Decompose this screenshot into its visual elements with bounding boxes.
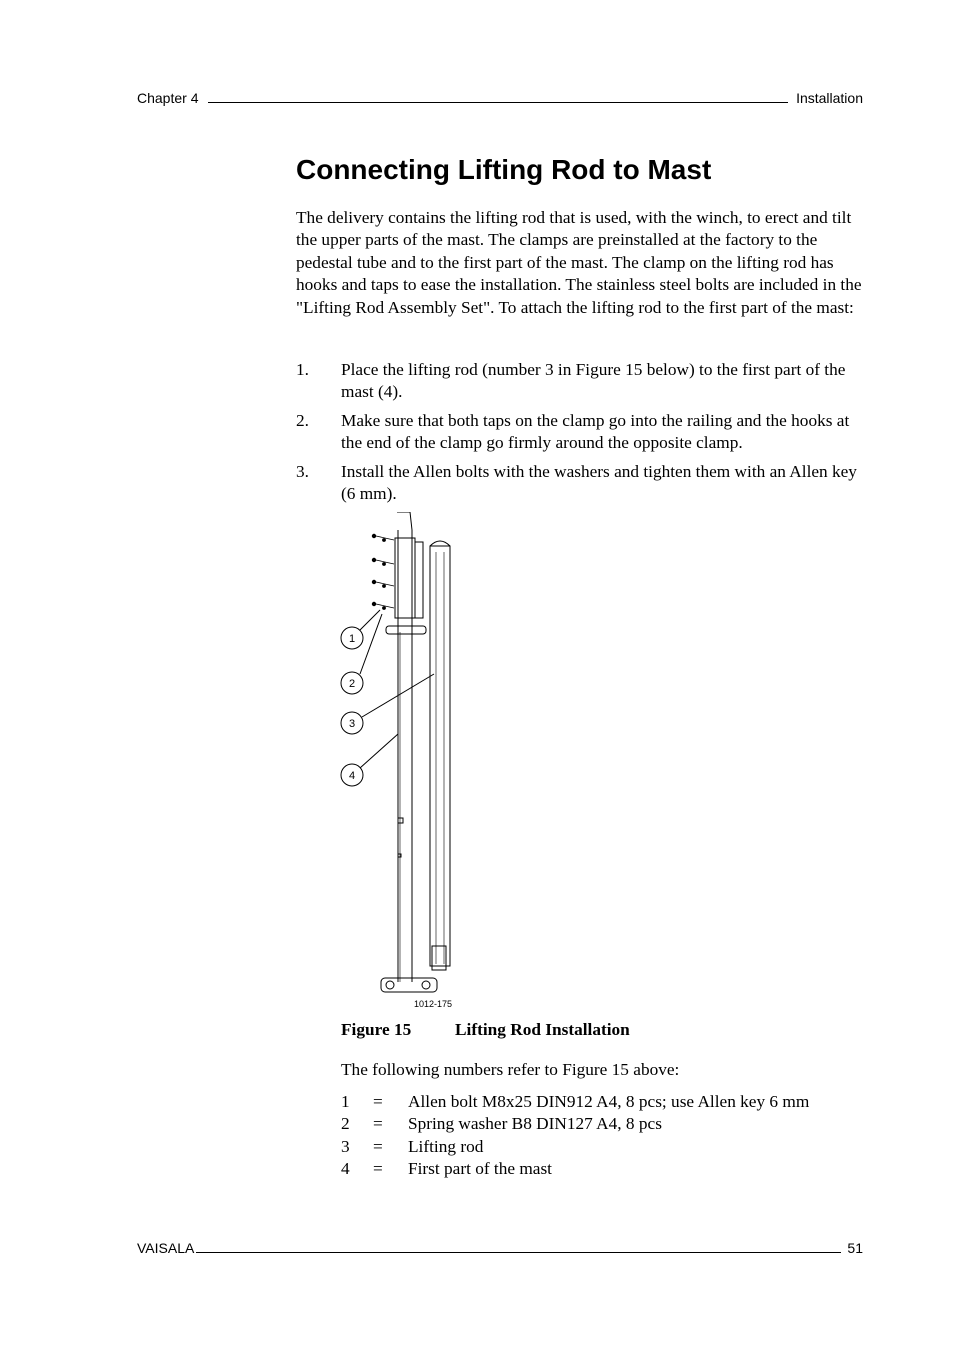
legend-equals: = (373, 1159, 383, 1179)
legend-text: First part of the mast (408, 1159, 552, 1179)
legend-equals: = (373, 1136, 383, 1156)
legend-item (341, 1113, 809, 1135)
refs-intro: The following numbers refer to Figure 15 above: (341, 1060, 680, 1079)
step-text: Make sure that both taps on the clamp go into the railing and the hooks at the end of the clamp go firmly around the opposite clamp. (341, 410, 850, 453)
page-title: Connecting Lifting Rod to Mast (296, 154, 712, 185)
figure-caption (341, 1020, 630, 1040)
footer-rule (196, 1251, 841, 1253)
step-number: 1. (296, 360, 309, 379)
steps-list (296, 359, 866, 511)
legend-number: 3 (341, 1136, 350, 1156)
header-rule (208, 101, 788, 103)
header-section: Installation (796, 90, 863, 106)
step-number: 3. (296, 461, 309, 481)
legend-equals: = (373, 1114, 383, 1134)
intro-paragraph: The delivery contains the lifting rod that is used, with the winch, to erect and tilt the upper parts of the mast. The clamps are preinstalled at the factory to the pedestal tube and to the first part of the mast. The clamp on the lifting rod has hooks and taps to ease the installation. The stainless steel bolts are included in the "Lifting Rod Assembly Set". To attach the lifting rod to the first part of the mast: (296, 208, 862, 317)
step-item (296, 461, 866, 506)
callout-1-label: 1 (348, 633, 356, 645)
callout-4-label: 4 (348, 770, 356, 782)
legend-item (341, 1136, 809, 1158)
legend-text: Spring washer B8 DIN127 A4, 8 pcs (408, 1114, 662, 1134)
step-item (296, 359, 866, 404)
step-item (296, 410, 866, 455)
step-text: Install the Allen bolts with the washers and tighten them with an Allen key (6 mm). (341, 461, 857, 504)
allen-bolts (372, 534, 394, 609)
header-chapter: Chapter 4 (137, 90, 199, 106)
figure-number: Figure 15 (341, 1020, 412, 1039)
legend-equals: = (373, 1092, 383, 1111)
step-number: 2. (296, 410, 309, 430)
legend-text: Allen bolt M8x25 DIN912 A4, 8 pcs; use Allen key 6 mm (408, 1092, 810, 1111)
page-number: 51 (847, 1240, 863, 1256)
mast-tube (397, 512, 412, 982)
legend-text: Lifting rod (408, 1136, 484, 1156)
lifting-rod (430, 546, 450, 966)
lifting-rod-figure (338, 512, 458, 1012)
step-text: Place the lifting rod (number 3 in Figure 15 below) to the first part of the mast (4). (341, 360, 846, 402)
legend-number: 2 (341, 1114, 350, 1134)
callout-2-label: 2 (348, 678, 356, 690)
figure-title: Lifting Rod Installation (455, 1020, 630, 1039)
page-header (137, 90, 863, 106)
callout-3-label: 3 (348, 718, 356, 730)
legend-number: 4 (341, 1159, 350, 1179)
legend-item (341, 1158, 809, 1180)
figure-legend (341, 1091, 809, 1181)
footer-brand: VAISALA (137, 1240, 195, 1256)
page-footer (137, 1240, 863, 1256)
base-plate (381, 978, 437, 992)
figure-code: 1012-175 (413, 999, 453, 1009)
legend-item (341, 1091, 809, 1113)
legend-number: 1 (341, 1092, 350, 1111)
